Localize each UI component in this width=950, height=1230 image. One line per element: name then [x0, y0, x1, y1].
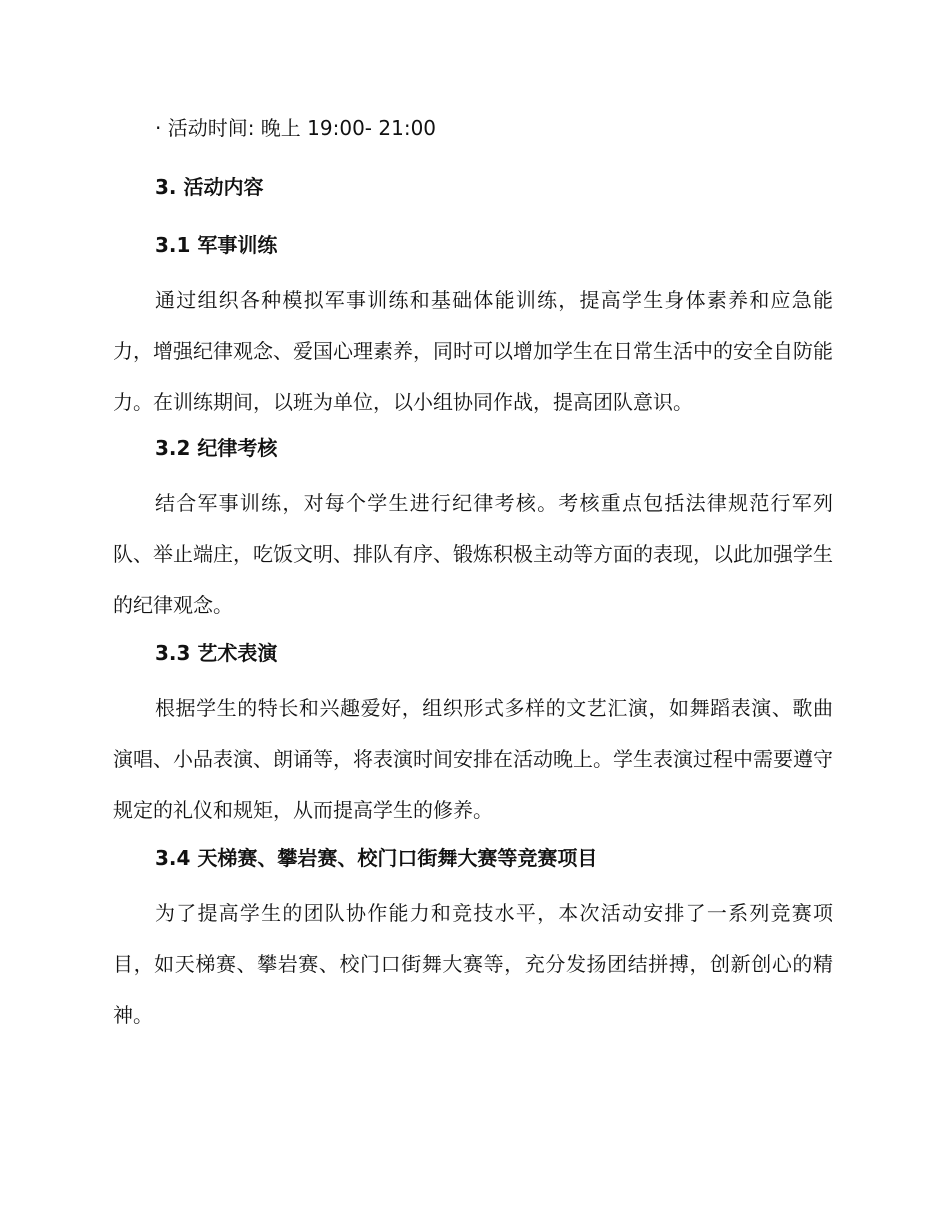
activity-time-bullet: · 活动时间: 晚上 19:00- 21:00 — [155, 116, 437, 140]
subsection-3-4-heading: 3.4 天梯赛、攀岩赛、校门口街舞大赛等竞赛项目 — [155, 846, 598, 870]
subsection-3-1-paragraph: 通过组织各种模拟军事训练和基础体能训练，提高学生身体素养和应急能力，增强纪律观念、爱国心理素养，同时可以增加学生在日常生活中的安全自防能力。在训练期间，以班为单位，以小组协同作战，提高团队意识。 — [113, 288, 833, 414]
subsection-3-2-paragraph: 结合军事训练，对每个学生进行纪律考核。考核重点包括法律规范行军列队、举止端庄，吃饭文明、排队有序、锻炼积极主动等方面的表现，以此加强学生的纪律观念。 — [113, 491, 833, 617]
section-3-heading: 3. 活动内容 — [155, 175, 264, 199]
subsection-3-4-paragraph: 为了提高学生的团队协作能力和竞技水平，本次活动安排了一系列竞赛项目，如天梯赛、攀岩赛、校门口街舞大赛等，充分发扬团结拼搏，创新创心的精神。 — [113, 901, 833, 1027]
subsection-3-1-heading: 3.1 军事训练 — [155, 233, 278, 257]
subsection-3-3-paragraph: 根据学生的特长和兴趣爱好，组织形式多样的文艺汇演，如舞蹈表演、歌曲演唱、小品表演、朗诵等，将表演时间安排在活动晚上。学生表演过程中需要遵守规定的礼仪和规矩，从而提高学生的修养。 — [113, 696, 833, 822]
subsection-3-3-heading: 3.3 艺术表演 — [155, 641, 278, 665]
subsection-3-2-heading: 3.2 纪律考核 — [155, 436, 278, 460]
